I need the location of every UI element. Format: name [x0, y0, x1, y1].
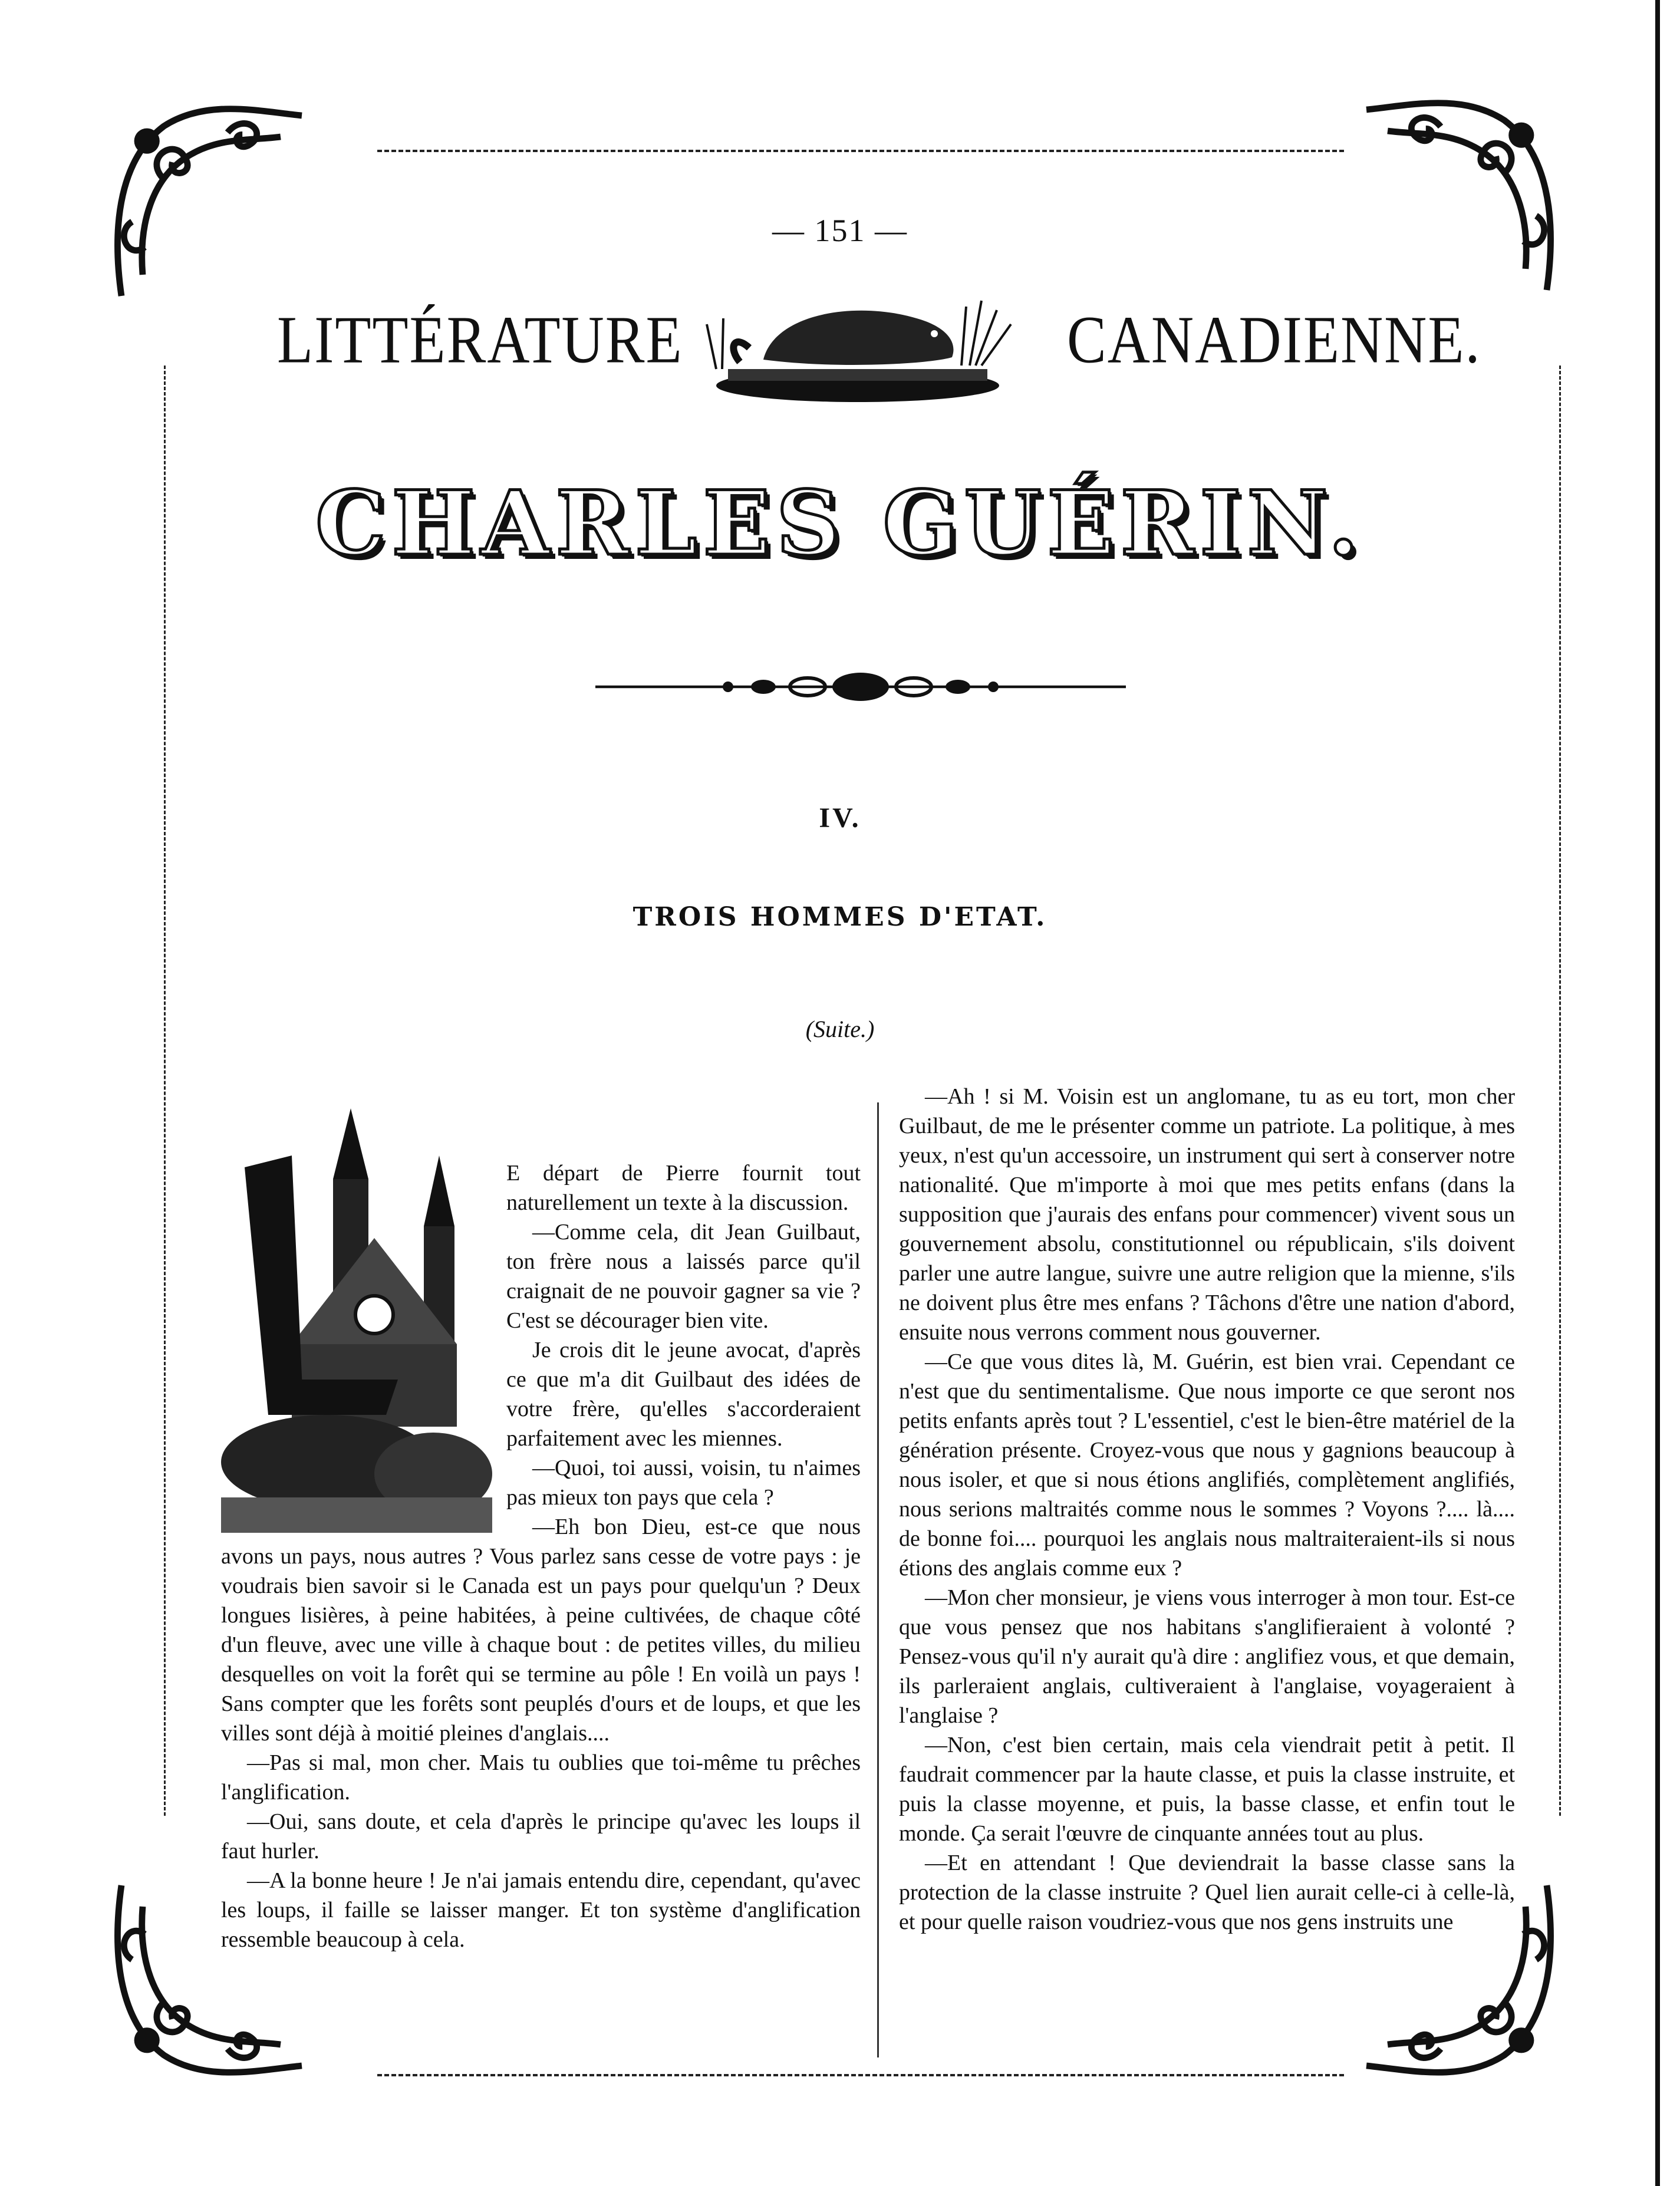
- page-edge: [1645, 0, 1680, 2186]
- dropcap-church-icon: [221, 1108, 492, 1533]
- paragraph: —Non, c'est bien certain, mais cela viendrait petit à petit. Il faudrait commencer par la haute classe, et puis la classe instruite, et puis la classe moyenne, et puis, la basse classe, et enfin tout le monde. Ça serait l'œuvre de cinquante années tout au plus.: [899, 1733, 1515, 1846]
- paragraph: —Eh bon Dieu, est-ce que nous avons un pays, nous autres ? Vous parlez sans cesse de votre pays : je voudrais bien savoir si le Canada est un pays pour quelqu'un ? Deux longues lisières, à peine habitées, à peine cultivées, de chaque côté d'un fleuve, avec une ville à chaque bout : de petites villes, du milieu desquelles on voit la forêt qui se termine au pôle ! En voilà un pays ! Sans compter que les forêts sont peuplés d'ours et de loups, et que les villes sont déjà à moitié pleines d'anglais....: [221, 1515, 861, 1746]
- paragraph: —Mon cher monsieur, je viens vous interroger à mon tour. Est-ce que vous pensez que nos habitans s'anglifieraient à volonté ? Pensez-vous qu'il n'y aurait qu'à dire : anglifiez vous, et que demain, ils parleraient anglais, cultiveraient à l'anglaise, voyageraient à l'anglaise ?: [899, 1585, 1515, 1728]
- beaver-icon: [693, 277, 1023, 407]
- paragraph: —Ah ! si M. Voisin est un anglomane, tu as eu tort, mon cher Guilbaut, de me le présenter comme un patriote. La politique, à mes yeux, n'est qu'un accessoire, un instrument qui sert à conserver notre nationalité. Que m'importe à moi que mes petits enfans (dans la supposition que j'aurais des enfans pour commencer) vivent sous un gouvernement absolu, constitutionnel ou républicain, s'ils doivent parler une autre langue, suivre une autre religion que la mienne, s'ils ne doivent plus être mes enfans ? Tâchons d'être une nation d'abord, ensuite nous verrons comment nous gouverner.: [899, 1084, 1515, 1345]
- paragraph: —Pas si mal, mon cher. Mais tu oublies que toi-même tu prêches l'anglification.: [221, 1750, 861, 1805]
- frame-right-border: [1559, 366, 1561, 1816]
- frame-top-border: [377, 150, 1344, 152]
- paragraph: Je crois dit le jeune avocat, d'après ce que m'a dit Guilbaut des idées de votre frère, qu'elles s'accorderaient parfaitement avec les miennes.: [506, 1338, 861, 1451]
- corner-ornament-top-right-icon: [1356, 88, 1568, 301]
- left-column: [221, 1158, 861, 1954]
- main-title: CHARLES GUÉRIN.: [315, 472, 1365, 575]
- ornamental-rule-icon: [595, 669, 1126, 704]
- paragraph: —Et en attendant ! Que deviendrait la basse classe sans la protection de la classe instruite ? Quel lien aurait celle-ci à celle-là, et pour quelle raison voudriez-vous que nos gens instruits une: [899, 1851, 1515, 1934]
- right-column: [899, 1082, 1515, 1937]
- chapter-number: IV.: [819, 802, 861, 834]
- paragraph: —Oui, sans doute, et cela d'après le principe qu'avec les loups il faut hurler.: [221, 1809, 861, 1864]
- corner-ornament-top-left-icon: [100, 94, 312, 307]
- page-number: — 151 —: [772, 213, 908, 248]
- paragraph: —Comme cela, dit Jean Guilbaut, ton frère nous a laissés parce qu'il craignait de ne pouvoir gagner sa vie ? C'est se décourager bien vite.: [506, 1220, 861, 1333]
- paragraph: —Quoi, toi aussi, voisin, tu n'aimes pas mieux ton pays que cela ?: [506, 1456, 861, 1510]
- frame-left-border: [164, 366, 166, 1816]
- paragraph: —A la bonne heure ! Je n'ai jamais entendu dire, cependant, qu'avec les loups, il faille se laisser manger. Et ton système d'anglification ressemble beaucoup à cela.: [221, 1868, 861, 1952]
- suite-label: (Suite.): [805, 1016, 875, 1042]
- paragraph: —Ce que vous dites là, M. Guérin, est bien vrai. Cependant ce n'est que du sentimentalisme. Que nous importe ce que seront nos petits enfants après tout ? L'essentiel, c'est le bien-être matériel de la génération présente. Croyez-vous que nous y gagnions beaucoup à nous isoler, et que si nous étions anglifiés, complètement anglifiés, nous serions maltraités comme nous le sommes ? Voyons ?.... là.... de bonne foi.... pourquoi les anglais nous maltraiteraient-ils si nous étions des anglais comme eux ?: [899, 1349, 1515, 1581]
- header-left-word: LITTÉRATURE: [277, 302, 683, 377]
- header-right-word: CANADIENNE.: [1067, 302, 1481, 377]
- paragraph: E départ de Pierre fournit tout naturellement un texte à la discussion.: [506, 1161, 861, 1215]
- column-divider: [877, 1102, 879, 2057]
- chapter-subtitle: TROIS HOMMES D'ETAT.: [633, 902, 1047, 932]
- frame-bottom-border: [377, 2074, 1344, 2076]
